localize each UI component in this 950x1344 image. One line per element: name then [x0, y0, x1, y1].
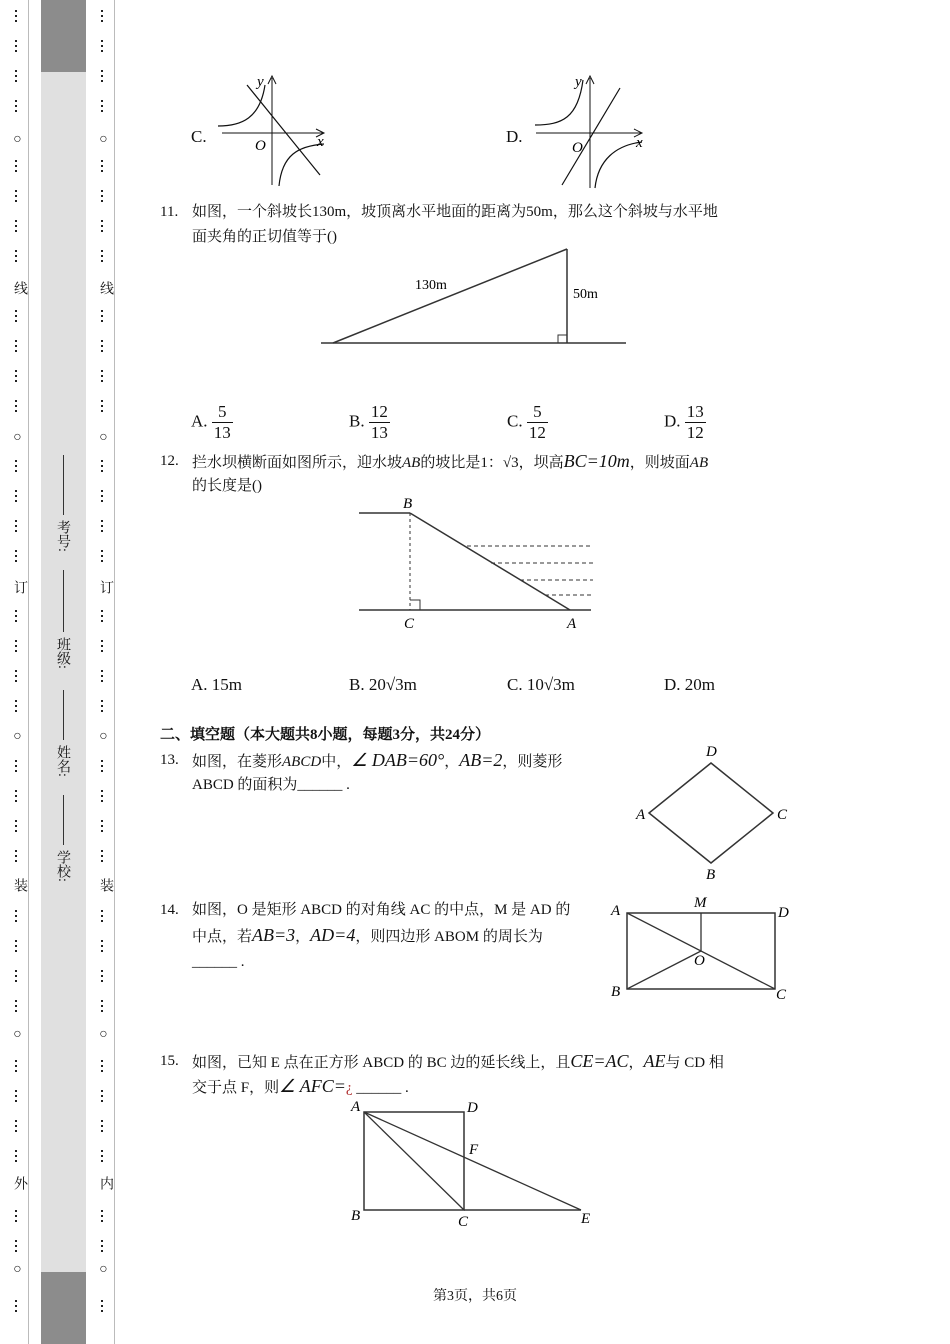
- q12-option-b[interactable]: B. 20√3m: [349, 675, 417, 694]
- margin-dot-group: [15, 220, 17, 235]
- margin-dot-group: [101, 340, 103, 355]
- margin-dot-group: [15, 310, 17, 325]
- margin-dot-group: [101, 610, 103, 625]
- margin-dot-group: [101, 640, 103, 655]
- q14-label-m: M: [694, 895, 707, 911]
- outer-circle-2: ○: [10, 430, 25, 445]
- q11-slope-label: 130m: [415, 278, 447, 293]
- inner-circle-3: ○: [96, 729, 111, 744]
- margin-dot-group: [15, 520, 17, 535]
- margin-dot-group: [15, 190, 17, 205]
- margin-dot-group: [15, 640, 17, 655]
- q14-text-line3: ______ .: [192, 954, 245, 970]
- margin-dot-group: [15, 850, 17, 865]
- outer-label-zhuang: 装: [12, 878, 27, 892]
- margin-dot-group: [101, 370, 103, 385]
- q10c-y-label: y: [257, 74, 264, 90]
- q11-height-label: 50m: [573, 287, 598, 302]
- q13-rhombus-figure: [630, 740, 795, 882]
- q11-option-a[interactable]: A. $\frac{5}{13}$: [191, 402, 231, 442]
- q14-label-c: C: [776, 987, 787, 1003]
- margin-dot-group: [101, 1120, 103, 1135]
- gray-strip-top-block: [41, 0, 86, 72]
- margin-dot-group: [101, 850, 103, 865]
- page-footer: 第3页，共6页: [433, 1289, 517, 1304]
- q13-label-b: B: [706, 867, 716, 882]
- margin-dot-group: [15, 550, 17, 565]
- margin-dot-group: [101, 1240, 103, 1255]
- q14-rectangle-figure: [606, 893, 801, 1003]
- field-kaohao-line[interactable]: [63, 455, 64, 515]
- outer-label-ding: 订: [12, 580, 27, 594]
- outer-dots: [12, 0, 22, 1344]
- q14-number: 14.: [160, 902, 179, 918]
- q10-option-c-label[interactable]: C.: [191, 127, 207, 146]
- q14-label-b: B: [611, 984, 621, 1000]
- q15-label-f: F: [469, 1142, 479, 1158]
- margin-dot-group: [15, 250, 17, 265]
- inner-label-ding: 订: [98, 580, 113, 594]
- q15-label-d: D: [467, 1100, 478, 1116]
- margin-dot-group: [101, 310, 103, 325]
- margin-dot-group: [101, 490, 103, 505]
- q12-option-d[interactable]: D. 20m: [664, 675, 715, 694]
- field-banji: 班级:: [55, 637, 70, 669]
- margin-dot-group: [101, 700, 103, 715]
- q10-graph-c: [212, 70, 332, 190]
- q11-slope-figure: [318, 245, 630, 350]
- field-xuexiao: 学校:: [55, 850, 70, 882]
- inner-label-zhuang: 装: [98, 878, 113, 892]
- q12-dam-figure: [355, 493, 600, 633]
- margin-dot-group: [101, 1000, 103, 1015]
- q11-option-d[interactable]: D. $\frac{13}{12}$: [664, 402, 704, 442]
- q15-label-a: A: [351, 1099, 361, 1115]
- margin-dot-group: [101, 190, 103, 205]
- inner-dots: [98, 0, 108, 1344]
- q10d-origin: O: [572, 140, 583, 156]
- margin-dot-group: [101, 1210, 103, 1225]
- q12-option-c[interactable]: C. 10√3m: [507, 675, 575, 694]
- outer-label-xian: 线: [12, 281, 27, 295]
- q12-text-line1: 拦水坝横断面如图所示，迎水坡AB的坡比是1：√3，坝高BC=10m，则坡面AB: [192, 451, 709, 471]
- q14-label-a: A: [611, 903, 621, 919]
- margin-dot-group: [101, 910, 103, 925]
- margin-dot-group: [15, 1120, 17, 1135]
- q13-text-line1: 如图，在菱形ABCD中，∠ DAB=60°，AB=2，则菱形: [192, 750, 563, 770]
- q13-label-c: C: [777, 807, 788, 823]
- margin-dot-group: [15, 370, 17, 385]
- outer-circle-5: ○: [10, 1262, 25, 1277]
- margin-dot-group: [15, 1150, 17, 1165]
- q15-label-c: C: [458, 1214, 469, 1230]
- margin-dot-group: [101, 220, 103, 235]
- outer-label-wai: 外: [12, 1176, 27, 1190]
- margin-dot-group: [15, 700, 17, 715]
- q15-number: 15.: [160, 1053, 179, 1069]
- q10d-x-label: x: [636, 135, 643, 151]
- q13-text-line2: ABCD 的面积为______ .: [192, 777, 350, 793]
- margin-dot-group: [15, 40, 17, 55]
- margin-dot-group: [15, 820, 17, 835]
- q11-text-line2: 面夹角的正切值等于(): [192, 229, 337, 245]
- margin-dot-group: [101, 1060, 103, 1075]
- q12-text-line2: 的长度是(): [192, 478, 262, 494]
- q14-text-line2: 中点，若AB=3，AD=4，则四边形 ABOM 的周长为: [192, 925, 543, 945]
- q13-number: 13.: [160, 752, 179, 768]
- inner-label-nei: 内: [98, 1176, 113, 1190]
- inner-circle-2: ○: [96, 430, 111, 445]
- margin-dot-group: [101, 940, 103, 955]
- margin-dot-group: [101, 520, 103, 535]
- q14-text-line1: 如图，O 是矩形 ABCD 的对角线 AC 的中点，M 是 AD 的: [192, 902, 571, 918]
- field-kaohao: 考号:: [55, 520, 70, 552]
- margin-dot-group: [15, 760, 17, 775]
- margin-dot-group: [15, 100, 17, 115]
- inner-circle-5: ○: [96, 1262, 111, 1277]
- q15-text-line2: 交于点 F，则∠ AFC=¿ ______ .: [192, 1076, 409, 1096]
- q13-label-a: A: [636, 807, 646, 823]
- gray-strip-bottom-block: [41, 1272, 86, 1344]
- margin-dot-group: [15, 460, 17, 475]
- field-banji-line[interactable]: [63, 570, 64, 632]
- q10c-origin: O: [255, 138, 266, 154]
- margin-dot-group: [101, 100, 103, 115]
- margin-dot-group: [101, 1150, 103, 1165]
- q10-option-d-label[interactable]: D.: [506, 127, 523, 146]
- margin-dot-group: [15, 10, 17, 25]
- q13-label-d: D: [706, 744, 717, 760]
- q15-text-line1: 如图，已知 E 点在正方形 ABCD 的 BC 边的延长线上，且CE=AC，AE与 CD 相: [192, 1051, 724, 1071]
- margin-dot-group: [15, 1090, 17, 1105]
- margin-dot-group: [15, 1240, 17, 1255]
- margin-dot-group: [15, 340, 17, 355]
- q12-label-c: C: [404, 616, 415, 632]
- margin-dot-group: [15, 940, 17, 955]
- margin-dot-group: [101, 790, 103, 805]
- q11-option-b[interactable]: B. $\frac{12}{13}$: [349, 402, 388, 442]
- margin-dot-group: [15, 970, 17, 985]
- q12-label-b: B: [403, 496, 413, 512]
- q10c-x-label: x: [317, 134, 324, 150]
- margin-dot-group: [101, 40, 103, 55]
- inner-circle-1: ○: [96, 132, 111, 147]
- margin-dot-group: [15, 70, 17, 85]
- margin-dot-group: [15, 160, 17, 175]
- margin-dot-group: [101, 820, 103, 835]
- margin-dot-group: [101, 400, 103, 415]
- q14-label-d: D: [778, 905, 789, 921]
- field-xingming: 姓名:: [55, 745, 70, 777]
- margin-dot-group: [15, 400, 17, 415]
- q11-number: 11.: [160, 204, 179, 220]
- margin-dot-group: [15, 910, 17, 925]
- margin-dot-group: [15, 1210, 17, 1225]
- q15-label-e: E: [581, 1211, 591, 1227]
- q10-graph-d: [530, 70, 650, 190]
- margin-dot-group: [101, 670, 103, 685]
- field-xingming-line[interactable]: [63, 690, 64, 740]
- inner-label-xian: 线: [98, 281, 113, 295]
- margin-dot-group: [15, 490, 17, 505]
- q15-label-b: B: [351, 1208, 361, 1224]
- margin-dot-group: [101, 10, 103, 25]
- margin-dot-group: [15, 1000, 17, 1015]
- q14-label-o: O: [694, 953, 705, 969]
- margin-dot-group: [101, 250, 103, 265]
- margin-dot-group: [15, 790, 17, 805]
- margin-dot-group: [101, 550, 103, 565]
- margin-dot-group: [101, 970, 103, 985]
- q10d-y-label: y: [575, 74, 582, 90]
- q12-number: 12.: [160, 453, 179, 469]
- q15-square-figure: [345, 1095, 605, 1230]
- inner-circle-4: ○: [96, 1027, 111, 1042]
- q11-option-c[interactable]: C. $\frac{5}{12}$: [507, 402, 546, 442]
- margin-dot-group: [15, 610, 17, 625]
- margin-dot-group: [15, 1060, 17, 1075]
- margin-dot-group: [15, 670, 17, 685]
- field-xuexiao-line[interactable]: [63, 795, 64, 845]
- margin-dot-group: [101, 70, 103, 85]
- section2-heading: 二、填空题（本大题共8小题，每题3分，共24分）: [160, 727, 491, 743]
- outer-circle-1: ○: [10, 132, 25, 147]
- outer-circle-3: ○: [10, 729, 25, 744]
- margin-dot-group: [101, 1090, 103, 1105]
- margin-dot-group: [101, 160, 103, 175]
- q12-label-a: A: [567, 616, 577, 632]
- outer-circle-4: ○: [10, 1027, 25, 1042]
- margin-dot-group: [101, 460, 103, 475]
- gray-binding-strip: [41, 0, 86, 1344]
- q11-text-line1: 如图，一个斜坡长130m，坡顶离水平地面的距离为50m，那么这个斜坡与水平地: [192, 204, 718, 220]
- q12-option-a[interactable]: A. 15m: [191, 675, 242, 694]
- margin-dot-group: [101, 760, 103, 775]
